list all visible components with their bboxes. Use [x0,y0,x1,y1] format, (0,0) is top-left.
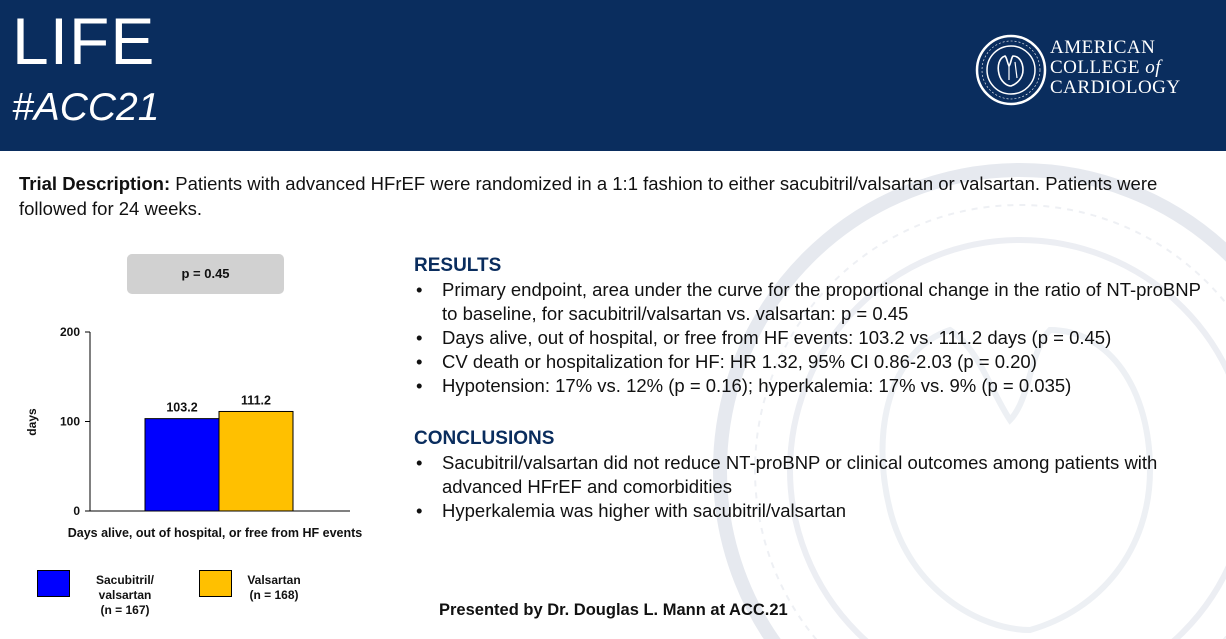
trial-description-text: Patients with advanced HFrEF were randomized in a 1:1 fashion to either sacubitril/valsartan or valsartan. Patients were followed for 24 weeks. [19,173,1158,219]
legend-swatch-sacubitril [37,570,70,597]
bar-value-label: 103.2 [166,400,198,415]
logo-line-american: AMERICAN [1050,37,1156,58]
slide-hashtag: #ACC21 [12,86,160,129]
results-list [414,278,1204,398]
logo-line-cardiology: CARDIOLOGY [1050,77,1181,98]
results-section [414,254,1204,398]
results-item: • Hypotension: 17% vs. 12% (p = 0.16); hyperkalemia: 17% vs. 9% (p = 0.035) [414,374,1204,398]
y-tick-label: 0 [73,504,80,518]
results-heading: RESULTS [414,255,502,276]
bar-1 [219,411,293,511]
legend-label-sacubitril: Sacubitril/ valsartan (n = 167) [95,573,154,617]
bar-0 [145,419,219,511]
results-item: • Primary endpoint, area under the curve for the proportional change in the ratio of NT-proBNP to baseline, for sacubitril/valsartan vs. valsartan: p = 0.45 [414,278,1204,326]
legend-label-valsartan: Valsartan (n = 168) [247,573,301,602]
trial-description [19,171,1199,221]
logo-line-college: COLLEGE of [1050,57,1162,78]
conclusions-item: • Hyperkalemia was higher with sacubitril/valsartan [414,499,1204,523]
acc-seal-logo [975,34,1047,106]
results-item: • Days alive, out of hospital, or free from HF events: 103.2 vs. 111.2 days (p = 0.45) [414,326,1204,350]
header-banner [0,0,1226,151]
acc-logo-text [1050,38,1181,98]
y-tick-label: 100 [59,414,80,429]
bar-value-label: 111.2 [241,393,271,408]
y-tick-label: 200 [59,325,80,339]
bar-chart [0,318,400,548]
conclusions-list [414,451,1204,523]
presenter-credit: Presented by Dr. Douglas L. Mann at ACC.21 [439,601,788,619]
legend-swatch-valsartan [199,570,232,597]
conclusions-item: • Sacubitril/valsartan did not reduce NT-proBNP or clinical outcomes among patients with advanced HFrEF and comorbidities [414,451,1204,499]
x-axis-label: Days alive, out of hospital, or free from HF events [67,526,363,540]
conclusions-heading: CONCLUSIONS [414,428,555,449]
slide-title: LIFE [12,4,156,78]
results-item: • CV death or hospitalization for HF: HR 1.32, 95% CI 0.86-2.03 (p = 0.20) [414,350,1204,374]
y-axis-label: days [25,408,39,436]
trial-description-label: Trial Description: [19,173,171,194]
conclusions-section [414,427,1204,523]
p-value-box: p = 0.45 [127,254,284,294]
